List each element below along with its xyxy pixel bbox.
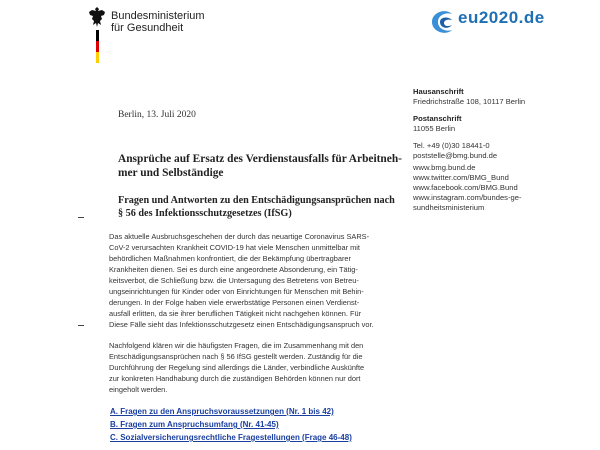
paragraph-line: Diese Fälle sieht das Infektionsschutzgesetz einen Entschädigungsanspruch vor. [109,320,374,329]
federal-eagle-icon [88,6,106,28]
postal-value: 11055 Berlin [413,124,456,133]
document-date: Berlin, 13. Juli 2020 [118,110,196,120]
instagram-link-line1[interactable]: www.instagram.com/bundes-ge- [413,193,522,202]
paragraph-line: eingeholt werden. [109,385,168,394]
paragraph-line: CoV-2 verursachten Krankheit COVID-19 hat viele Menschen unmittelbar mit [109,243,360,252]
facebook-link[interactable]: www.facebook.com/BMG.Bund [413,183,518,192]
ministry-name-line1: Bundesministerium [111,10,205,22]
address-label: Hausanschrift [413,87,464,96]
paragraph-line: ausfall erlitten, da sie ihrer beruflichen Tätigkeit nicht nachgehen können. Für [109,309,362,318]
ministry-logo [88,6,288,66]
document-subtitle-line1: Fragen und Antworten zu den Entschädigungsansprüchen nach [118,195,395,206]
link-section-a[interactable]: A. Fragen zu den Anspruchsvoraussetzungen (Nr. 1 bis 42) [110,407,334,416]
german-flag-stripe [96,30,99,64]
paragraph-line: derungen. In der Folge haben viele erwerbstätige Personen einen Verdienst- [109,298,360,307]
fold-mark [78,217,84,218]
document-title-line1: Ansprüche auf Ersatz des Verdienstausfalls für Arbeitneh- [118,153,402,165]
paragraph-line: ungseinrichtungen für Kinder oder von Einrichtungen für Menschen mit Behin- [109,287,364,296]
paragraph-line: Entschädigungsansprüchen nach § 56 IfSG gestellt werden. Zuständig für die [109,352,363,361]
paragraph-line: zur konkreten Handhabung durch die zuständigen Behörden können nur dort [109,374,361,383]
paragraph-line: Das aktuelle Ausbruchsgeschehen der durch das neuartige Coronavirus SARS- [109,232,370,241]
faq-intro-paragraph [109,340,414,395]
phone-number: Tel. +49 (0)30 18441-0 [413,141,490,150]
eu2020-swirl-icon [428,6,460,38]
paragraph-line: keitsverbot, die Schließung bzw. die Untersagung des Betretens von Betreu- [109,276,359,285]
paragraph-line: Nachfolgend klären wir die häufigsten Fragen, die im Zusammenhang mit den [109,341,364,350]
eu2020-logo [428,6,545,40]
paragraph-line: Krankheiten dienen. Sei es durch eine angeordnete Absonderung, ein Tätig- [109,265,358,274]
website-link[interactable]: www.bmg.bund.de [413,163,476,172]
link-section-b[interactable]: B. Fragen zum Anspruchsumfang (Nr. 41-45) [110,420,279,429]
address-value: Friedrichstraße 108, 10117 Berlin [413,97,526,106]
instagram-link-line2[interactable]: sundheitsministerium [413,203,485,212]
postal-label: Postanschrift [413,114,462,123]
document-title-line2: mer und Selbständige [118,167,224,179]
paragraph-line: Durchführung der Regelung sind allerdings die Länder, verbindliche Auskünfte [109,363,365,372]
ministry-name-line2: für Gesundheit [111,22,184,34]
twitter-link[interactable]: www.twitter.com/BMG_Bund [413,173,509,182]
email-link[interactable]: poststelle@bmg.bund.de [413,151,498,160]
intro-paragraph [109,231,414,330]
paragraph-line: behördlichen Maßnahmen konfrontiert, die der Bekämpfung übertragbarer [109,254,351,263]
punch-mark [78,325,84,326]
eu2020-text: eu2020.de [458,8,545,27]
document-subtitle-line2: § 56 des Infektionsschutzgesetzes (IfSG) [118,208,292,219]
link-section-c[interactable]: C. Sozialversicherungsrechtliche Fragestellungen (Frage 46-48) [110,433,352,442]
